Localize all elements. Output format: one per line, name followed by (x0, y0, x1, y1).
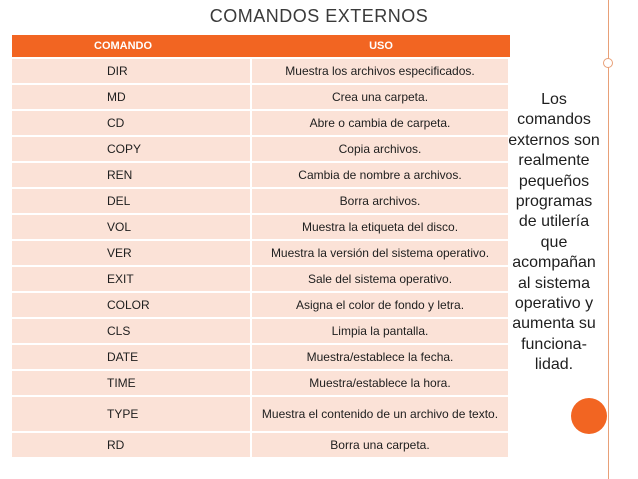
command-cell: DEL (12, 189, 252, 213)
table-row (12, 319, 510, 343)
command-cell: EXIT (12, 267, 252, 291)
usage-cell: Borra una carpeta. (252, 433, 510, 457)
command-cell: VER (12, 241, 252, 265)
header-usage: USO (252, 35, 510, 57)
table-row (12, 59, 510, 83)
commands-table (12, 33, 510, 459)
table-header-row (12, 35, 510, 57)
command-cell: RD (12, 433, 252, 457)
usage-cell: Muestra el contenido de un archivo de texto. (252, 397, 510, 431)
table-row (12, 111, 510, 135)
usage-cell: Crea una carpeta. (252, 85, 510, 109)
usage-cell: Cambia de nombre a archivos. (252, 163, 510, 187)
command-cell: TYPE (12, 397, 252, 431)
header-command: COMANDO (12, 35, 252, 57)
usage-cell: Sale del sistema operativo. (252, 267, 510, 291)
table-row (12, 85, 510, 109)
table-row (12, 137, 510, 161)
command-cell: COPY (12, 137, 252, 161)
usage-cell: Muestra la versión del sistema operativo. (252, 241, 510, 265)
table-row (12, 433, 510, 457)
large-circle-ornament (571, 398, 607, 434)
table-row (12, 371, 510, 395)
command-cell: TIME (12, 371, 252, 395)
table-row (12, 397, 510, 431)
table-row (12, 215, 510, 239)
command-cell: MD (12, 85, 252, 109)
small-circle-ornament (603, 58, 613, 68)
command-cell: DATE (12, 345, 252, 369)
usage-cell: Asigna el color de fondo y letra. (252, 293, 510, 317)
usage-cell: Abre o cambia de carpeta. (252, 111, 510, 135)
table-row (12, 163, 510, 187)
table-row (12, 267, 510, 291)
command-cell: REN (12, 163, 252, 187)
command-cell: COLOR (12, 293, 252, 317)
usage-cell: Copia archivos. (252, 137, 510, 161)
command-cell: CD (12, 111, 252, 135)
command-cell: CLS (12, 319, 252, 343)
command-cell: DIR (12, 59, 252, 83)
description-text: Los comandos externos son realmente pequeños programas de utilería que acompañan al sistema operativo y aumenta su funciona-lidad. (508, 91, 600, 374)
table-row (12, 241, 510, 265)
usage-cell: Muestra los archivos especificados. (252, 59, 510, 83)
vertical-divider (608, 0, 609, 479)
usage-cell: Borra archivos. (252, 189, 510, 213)
usage-cell: Limpia la pantalla. (252, 319, 510, 343)
slide-title: COMANDOS EXTERNOS (209, 6, 429, 26)
usage-cell: Muestra/establece la fecha. (252, 345, 510, 369)
table-row (12, 189, 510, 213)
table-row (12, 293, 510, 317)
usage-cell: Muestra/establece la hora. (252, 371, 510, 395)
table-row (12, 345, 510, 369)
command-cell: VOL (12, 215, 252, 239)
usage-cell: Muestra la etiqueta del disco. (252, 215, 510, 239)
